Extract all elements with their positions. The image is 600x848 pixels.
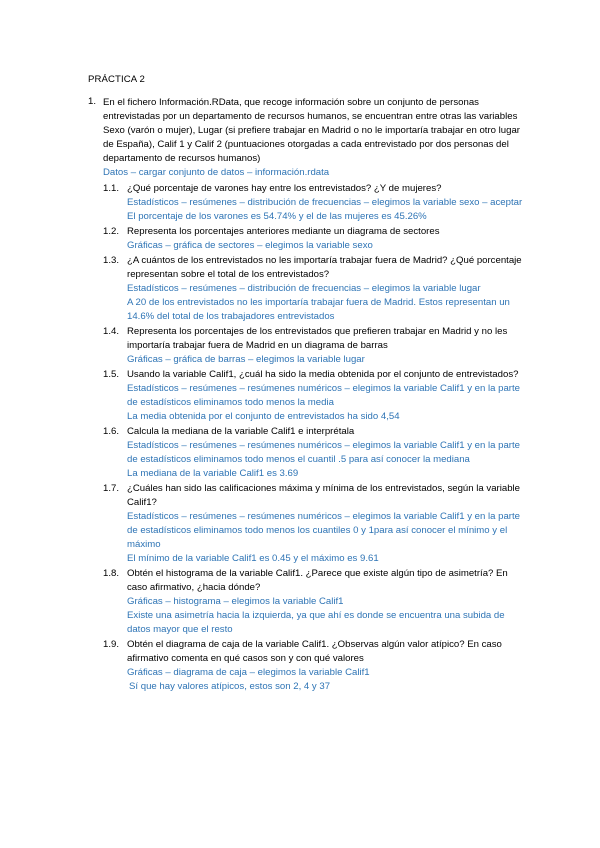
- subquestion-number: 1.8.: [103, 568, 120, 579]
- subquestion-number: 1.6.: [103, 426, 120, 437]
- subquestion-list: [103, 182, 523, 695]
- answer-procedure: Estadísticos – resúmenes – distribución de frecuencias – elegimos la variable sexo – aceptar: [127, 197, 523, 208]
- subquestion-1-5: [103, 368, 523, 424]
- subquestion-number: 1.3.: [103, 255, 120, 266]
- subquestion-number: 1.7.: [103, 483, 120, 494]
- answer-procedure: Gráficas – histograma – elegimos la variable Calif1: [127, 596, 344, 607]
- subquestion-text: Representa los porcentajes anteriores mediante un diagrama de sectores: [127, 226, 440, 237]
- question-1-text: En el fichero Información.RData, que recoge información sobre un conjunto de personas entrevistadas por un departamento de recursos humanos, se encuentran entre otras las variables Sexo (varón o mujer), Lugar (si prefiere trabajar en Madrid o no le importaría trabajar en otro lugar de España), Calif 1 y Calif 2 (puntuaciones otorgadas a cada entrevistado por dos personas del departamento de recursos humanos): [103, 97, 520, 164]
- answer-procedure: Estadísticos – resúmenes – distribución de frecuencias – elegimos la variable lugar: [127, 283, 481, 294]
- answer-result: A 20 de los entrevistados no les importaría trabajar fuera de Madrid. Estos representan un 14.6% del total de los trabajadores entrevistados: [127, 297, 510, 322]
- subquestion-text: ¿Qué porcentaje de varones hay entre los entrevistados? ¿Y de mujeres?: [127, 183, 442, 194]
- subquestion-number: 1.9.: [103, 639, 120, 650]
- answer-result: La mediana de la variable Calif1 es 3.69: [127, 468, 299, 479]
- subquestion-text: Representa los porcentajes de los entrevistados que prefieren trabajar en Madrid y no les importaría trabajar fuera de Madrid en un diagrama de barras: [127, 326, 508, 351]
- answer-result: Existe una asimetría hacia la izquierda, ya que ahí es donde se encuentra una subida de datos mayor que el resto: [127, 610, 505, 635]
- answer-result: Sí que hay valores atípicos, estos son 2, 4 y 37: [129, 681, 331, 692]
- subquestion-1-3: [103, 254, 523, 324]
- subquestion-1-7: [103, 482, 523, 566]
- subquestion-text: ¿A cuántos de los entrevistados no les importaría trabajar fuera de Madrid? ¿Qué porcentaje representan sobre el total de los entrevistados?: [127, 255, 522, 280]
- answer-procedure: Estadísticos – resúmenes – resúmenes numéricos – elegimos la variable Calif1 y en la parte de estadísticos eliminamos todo menos el cuantil .5 para así conocer la mediana: [127, 440, 521, 465]
- answer-result: El porcentaje de los varones es 54.74% y el de las mujeres es 45.26%: [127, 211, 427, 222]
- subquestion-text: ¿Cuáles han sido las calificaciones máxima y mínima de los entrevistados, según la variable Calif1?: [127, 483, 520, 508]
- subquestion-text: Obtén el histograma de la variable Calif1. ¿Parece que existe algún tipo de asimetría? En caso afirmativo, ¿hacia dónde?: [127, 568, 508, 593]
- subquestion-1-2: [103, 225, 523, 253]
- answer-procedure: Estadísticos – resúmenes – resúmenes numéricos – elegimos la variable Calif1 y en la parte de estadísticos eliminamos todo menos los cuantiles 0 y 1para así conocer el mínimo y el máximo: [127, 511, 521, 550]
- subquestion-text: Calcula la mediana de la variable Calif1 e interprétala: [127, 426, 355, 437]
- subquestion-1-1: [103, 182, 523, 224]
- subquestion-number: 1.2.: [103, 226, 120, 237]
- answer-procedure: Gráficas – gráfica de sectores – elegimos la variable sexo: [127, 240, 373, 251]
- question-1-number: 1.: [88, 96, 97, 107]
- answer-result: El mínimo de la variable Calif1 es 0.45 y el máximo es 9.61: [127, 553, 379, 564]
- answer-procedure: Gráficas – diagrama de caja – elegimos la variable Calif1: [127, 667, 370, 678]
- practice-title: PRÁCTICA 2: [88, 74, 145, 85]
- subquestion-1-6: [103, 425, 523, 481]
- subquestion-number: 1.4.: [103, 326, 120, 337]
- question-1-answer: Datos – cargar conjunto de datos – información.rdata: [103, 167, 330, 178]
- subquestion-text: Usando la variable Calif1, ¿cuál ha sido la media obtenida por el conjunto de entrevistados?: [127, 369, 519, 380]
- answer-procedure: Estadísticos – resúmenes – resúmenes numéricos – elegimos la variable Calif1 y en la parte de estadísticos eliminamos todo menos la media: [127, 383, 521, 408]
- question-1: [103, 96, 523, 180]
- subquestion-1-4: [103, 325, 523, 367]
- subquestion-number: 1.5.: [103, 369, 120, 380]
- answer-result: La media obtenida por el conjunto de entrevistados ha sido 4,54: [127, 411, 400, 422]
- subquestion-1-8: [103, 567, 523, 637]
- answer-procedure: Gráficas – gráfica de barras – elegimos la variable lugar: [127, 354, 365, 365]
- subquestion-number: 1.1.: [103, 183, 120, 194]
- subquestion-1-9: [103, 638, 523, 694]
- subquestion-text: Obtén el diagrama de caja de la variable Calif1. ¿Observas algún valor atípico? En caso afirmativo comenta en qué casos son y con qué valores: [127, 639, 502, 664]
